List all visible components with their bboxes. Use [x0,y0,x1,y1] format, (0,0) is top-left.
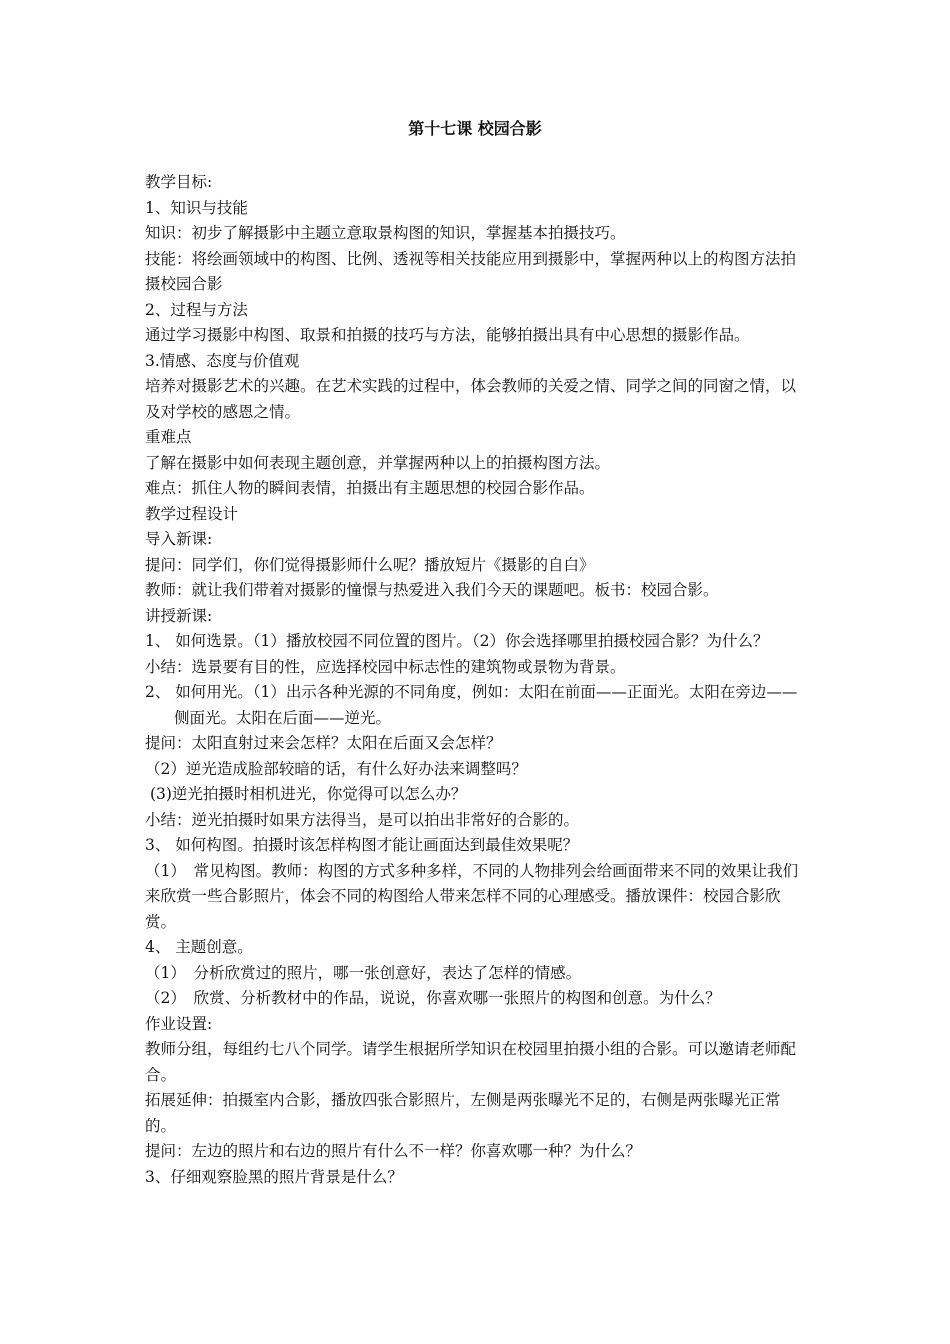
text-line: （2） 欣赏、分析教材中的作品，说说，你喜欢哪一张照片的构图和创意。为什么？ [145,989,721,1007]
text-line: （1） 常见构图。教师：构图的方式多种多样，不同的人物排列会给画面带来不同的效果让我们来欣赏一些合影照片，体会不同的构图给人带来怎样不同的心理感受。播放课件：校园合影欣赏。 [145,861,799,931]
text-line: 3.情感、态度与价值观 [145,351,300,370]
text-line: 技能：将绘画领域中的构图、比例、透视等相关技能应用到摄影中，掌握两种以上的构图方法拍摄校园合影 [145,249,797,293]
text-line: 提问：左边的照片和右边的照片有什么不一样？你喜欢哪一种？为什么？ [145,1142,642,1160]
text-line: 小结：逆光拍摄时如果方法得当，是可以拍出非常好的合影的。 [145,810,580,829]
text-line: （2）逆光造成脸部较暗的话，有什么好办法来调整吗？ [145,759,527,778]
text-line: 4、 主题创意。 [145,938,253,956]
text-line: 教学过程设计 [145,504,239,523]
text-line: 了解在摄影中如何表现主题创意，并掌握两种以上的拍摄构图方法。 [145,453,611,472]
text-line: 3、仔细观察脸黑的照片背景是什么？ [145,1167,403,1186]
text-line: 教师分组，每组约七八个同学。请学生根据所学知识在校园里拍摄小组的合影。可以邀请老师配合。 [145,1040,797,1084]
page-title: 第十七课 校园合影 [408,119,542,138]
text-line: 作业设置: [145,1014,213,1033]
text-line: 知识：初步了解摄影中主题立意取景构图的知识，掌握基本拍摄技巧。 [145,224,626,242]
text-line: 通过学习摄影中构图、取景和拍摄的技巧与方法，能够拍摄出具有中心思想的摄影作品。 [145,326,750,344]
text-line: (3)逆光拍摄时相机进光，你觉得可以怎么办？ [145,785,467,803]
text-line: 2、过程与方法 [145,300,248,319]
text-line: 提问：太阳直射过来会怎样？太阳在后面又会怎样？ [145,734,502,752]
text-line: 教学目标: [145,173,213,191]
text-line: 小结：选景要有目的性，应选择校园中标志性的建筑物或景物为背景。 [145,657,626,676]
list-item: 1、 如何选景。（1）播放校园不同位置的图片。（2）你会选择哪里拍摄校园合影？为什么？ [145,632,769,650]
text-line: 提问：同学们，你们觉得摄影师什么呢？播放短片《摄影的自白》 [145,555,595,574]
document-body [145,170,810,1190]
text-line: 讲授新课: [145,606,213,625]
text-line: 培养对摄影艺术的兴趣。在艺术实践的过程中，体会教师的关爱之情、同学之间的同窗之情，以及对学校的感恩之情。 [145,377,797,421]
text-line: 3、 如何构图。拍摄时该怎样构图才能让画面达到最佳效果呢？ [145,836,579,854]
text-line: 1、知识与技能 [145,198,248,217]
text-line: 难点：抓住人物的瞬间表情，拍摄出有主题思想的校园合影作品。 [145,479,595,497]
text-line: 拓展延伸：拍摄室内合影，播放四张合影照片，左侧是两张曝光不足的，右侧是两张曝光正常的。 [145,1091,781,1135]
text-line: 重难点 [145,428,192,446]
list-item: 2、 如何用光。（1）出示各种光源的不同角度，例如：太阳在前面——正面光。太阳在旁边——侧面光。太阳在后面——逆光。 [145,683,798,727]
text-line: 教师：就让我们带着对摄影的憧憬与热爱进入我们今天的课题吧。板书：校园合影。 [145,581,719,599]
text-line: （1） 分析欣赏过的照片，哪一张创意好，表达了怎样的情感。 [145,963,582,982]
text-line: 导入新课: [145,530,213,548]
